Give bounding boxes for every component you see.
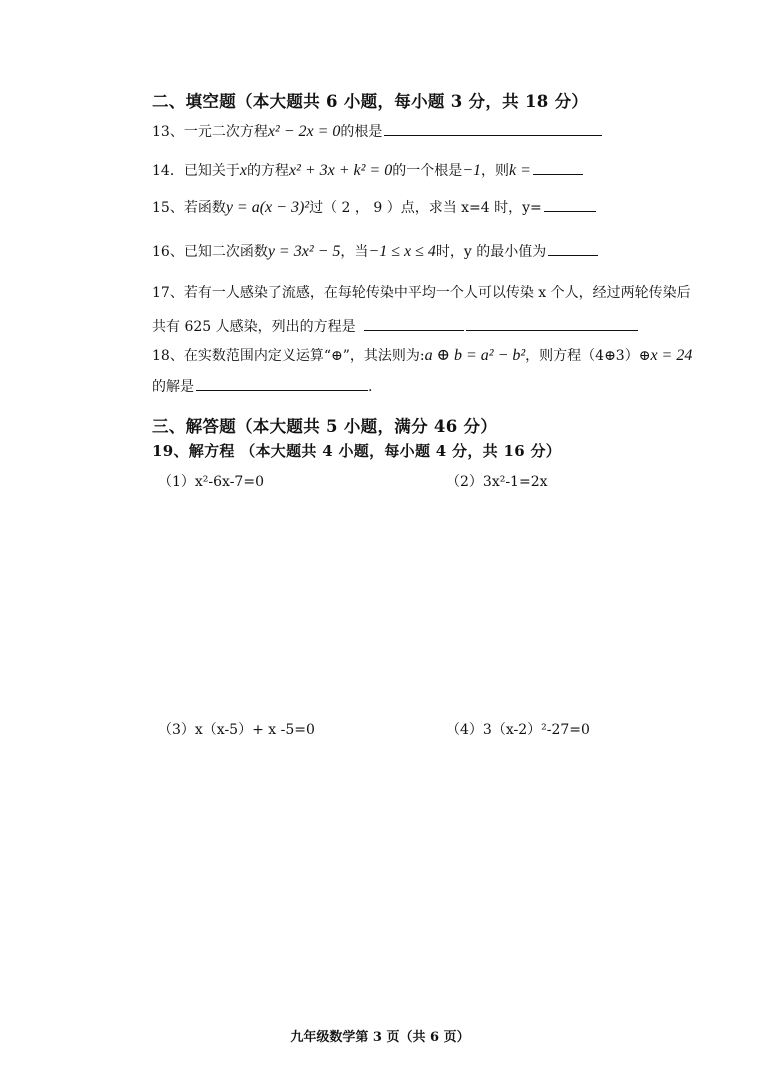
q15-suffix: 过（ 2 ， 9 ）点，求当 x=4 时，y= bbox=[309, 200, 542, 216]
question-13 bbox=[152, 121, 602, 142]
q14-answer-blank[interactable] bbox=[533, 160, 583, 175]
q16-mid: ，当 bbox=[340, 244, 369, 260]
q17-answer-blank-1[interactable] bbox=[364, 316, 464, 331]
q15-prefix: 15、若函数 bbox=[152, 200, 226, 216]
q18-answer-blank[interactable] bbox=[196, 376, 368, 391]
q15-equation: y = a(x − 3)² bbox=[225, 199, 310, 216]
question-18-line-2 bbox=[152, 376, 372, 397]
question-19-heading: 19、解方程 （本大题共 4 小题，每小题 4 分，共 16 分） bbox=[152, 442, 562, 460]
q16-range: −1 ≤ x ≤ 4 bbox=[368, 243, 436, 260]
q14-mid3: ，则 bbox=[481, 163, 510, 179]
q14-mid2: 的一个根是 bbox=[392, 163, 463, 179]
q16-suffix: 时，y 的最小值为 bbox=[435, 244, 547, 260]
q18-line2-text: 的解是 bbox=[152, 379, 194, 395]
q14-prefix: 14．已知关于 bbox=[152, 163, 240, 179]
q13-answer-blank[interactable] bbox=[384, 121, 602, 136]
q13-suffix: 的根是 bbox=[340, 124, 383, 140]
q13-equation: x² − 2x = 0 bbox=[267, 123, 341, 140]
q17-answer-blank-2[interactable] bbox=[466, 316, 638, 331]
q18-rule: a ⊕ b = a² − b² bbox=[424, 347, 526, 364]
q13-prefix: 13、一元二次方程 bbox=[152, 124, 268, 140]
page-footer: 九年级数学第 3 页（共 6 页） bbox=[290, 1030, 470, 1045]
question-17-line-2 bbox=[152, 316, 638, 337]
q14-var-x: x bbox=[239, 162, 247, 179]
q14-mid1: 的方程 bbox=[246, 163, 289, 179]
q19-part-4: （4）3（x-2）²-27=0 bbox=[446, 722, 590, 738]
question-15 bbox=[152, 197, 596, 218]
q14-equation: x² + 3x + k² = 0 bbox=[288, 162, 393, 179]
q15-answer-blank[interactable] bbox=[544, 197, 596, 212]
q16-answer-blank[interactable] bbox=[548, 241, 598, 256]
q19-part-1: （1）x²-6x-7=0 bbox=[158, 474, 264, 490]
q18-mid: ，则方程（4⊕3）⊕ bbox=[525, 348, 651, 364]
q18-end: . bbox=[368, 379, 373, 395]
question-14 bbox=[152, 160, 583, 181]
section-3-heading: 三、解答题（本大题共 5 小题，满分 46 分） bbox=[152, 417, 498, 436]
section-2-heading: 二、填空题（本大题共 6 小题，每小题 3 分，共 18 分） bbox=[152, 92, 589, 111]
q17-line2-text: 共有 625 人感染，列出的方程是 bbox=[152, 319, 356, 335]
q18-prefix: 18、在实数范围内定义运算“⊕”，其法则为: bbox=[152, 348, 425, 364]
question-18-line-1 bbox=[152, 346, 692, 366]
q16-prefix: 16、已知二次函数 bbox=[152, 244, 268, 260]
q19-part-3: （3）x（x-5）+ x -5=0 bbox=[158, 722, 315, 738]
question-17-line-1: 17、若有一人感染了流感，在每轮传染中平均一个人可以传染 x 个人，经过两轮传染后 bbox=[152, 285, 691, 301]
q14-root: −1 bbox=[462, 162, 482, 179]
q19-part-2: （2）3x²-1=2x bbox=[446, 474, 548, 490]
q16-equation: y = 3x² − 5 bbox=[267, 243, 341, 260]
q14-var-k: k = bbox=[509, 162, 531, 179]
question-16 bbox=[152, 241, 598, 262]
q18-equation: x = 24 bbox=[650, 347, 693, 364]
